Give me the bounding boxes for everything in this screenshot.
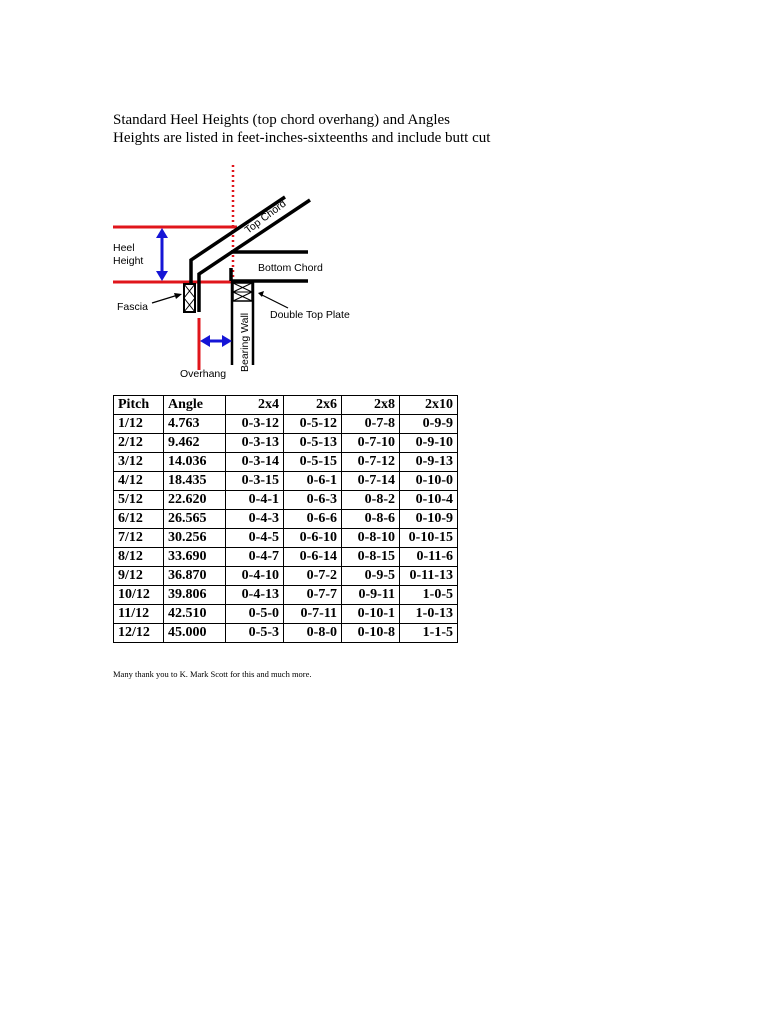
table-cell: 0-9-9 [400,415,458,434]
column-header: Pitch [114,396,164,415]
table-cell: 18.435 [164,472,226,491]
table-cell: 9.462 [164,434,226,453]
table-cell: 1-1-5 [400,624,458,643]
table-cell: 0-5-3 [226,624,284,643]
table-cell: 0-3-14 [226,453,284,472]
column-header: 2x8 [342,396,400,415]
table-cell: 0-4-10 [226,567,284,586]
table-header-row [114,396,458,415]
table-cell: 0-10-15 [400,529,458,548]
page-subtitle: Heights are listed in feet-inches-sixteenths and include butt cut [113,130,491,146]
table-cell: 0-3-12 [226,415,284,434]
table-cell: 0-10-4 [400,491,458,510]
table-cell: 0-11-13 [400,567,458,586]
table-cell: 4.763 [164,415,226,434]
heel-height-diagram [100,160,370,385]
table-cell: 1-0-13 [400,605,458,624]
table-cell: 0-6-14 [284,548,342,567]
table-cell: 0-8-10 [342,529,400,548]
table-cell: 39.806 [164,586,226,605]
table-cell: 0-6-1 [284,472,342,491]
fascia-board [184,284,195,312]
table-row [114,472,458,491]
table-cell: 0-8-15 [342,548,400,567]
table-row [114,434,458,453]
table-cell: 11/12 [114,605,164,624]
table-cell: 0-5-13 [284,434,342,453]
table-cell: 45.000 [164,624,226,643]
table-cell: 0-9-13 [400,453,458,472]
heel-height-label-line2: Height [113,255,144,267]
table-cell: 0-4-3 [226,510,284,529]
table-cell: 33.690 [164,548,226,567]
table-cell: 0-10-8 [342,624,400,643]
overhang-arrow [200,335,232,347]
table-cell: 0-6-6 [284,510,342,529]
column-header: 2x6 [284,396,342,415]
heel-height-label-line1: Heel [113,242,135,254]
table-cell: 0-8-6 [342,510,400,529]
table-cell: 0-7-7 [284,586,342,605]
fascia-label: Fascia [117,301,148,313]
table-cell: 0-3-13 [226,434,284,453]
table-cell: 0-5-15 [284,453,342,472]
table-cell: 26.565 [164,510,226,529]
table-cell: 3/12 [114,453,164,472]
table-cell: 0-9-5 [342,567,400,586]
table-row [114,586,458,605]
table-row [114,567,458,586]
table-cell: 0-7-10 [342,434,400,453]
table-cell: 0-4-7 [226,548,284,567]
table-cell: 0-4-13 [226,586,284,605]
table-cell: 4/12 [114,472,164,491]
table-row [114,624,458,643]
table-cell: 0-7-11 [284,605,342,624]
table-cell: 0-11-6 [400,548,458,567]
table-cell: 0-4-1 [226,491,284,510]
table-row [114,453,458,472]
table-cell: 22.620 [164,491,226,510]
table-row [114,491,458,510]
table-cell: 0-7-8 [342,415,400,434]
table-row [114,548,458,567]
table-cell: 0-8-2 [342,491,400,510]
heel-height-table [113,395,458,643]
table-cell: 0-6-10 [284,529,342,548]
table-cell: 12/12 [114,624,164,643]
overhang-label: Overhang [180,368,227,380]
page-title: Standard Heel Heights (top chord overhang) and Angles [113,112,450,128]
table-cell: 0-8-0 [284,624,342,643]
table-row [114,529,458,548]
bottom-chord-label: Bottom Chord [258,262,323,274]
table-cell: 30.256 [164,529,226,548]
table-cell: 0-5-0 [226,605,284,624]
table-cell: 0-5-12 [284,415,342,434]
table-cell: 5/12 [114,491,164,510]
table-cell: 2/12 [114,434,164,453]
double-top-plate-label: Double Top Plate [270,309,350,321]
table-cell: 0-9-10 [400,434,458,453]
top-chord-label: Top Chord [242,197,289,237]
thanks-note: Many thank you to K. Mark Scott for this and much more. [113,669,312,679]
table-cell: 10/12 [114,586,164,605]
table-cell: 0-4-5 [226,529,284,548]
table-cell: 0-7-14 [342,472,400,491]
table-cell: 7/12 [114,529,164,548]
table-cell: 0-7-2 [284,567,342,586]
table-cell: 8/12 [114,548,164,567]
table-cell: 0-3-15 [226,472,284,491]
heel-height-arrow [156,228,168,281]
table-row [114,415,458,434]
table-cell: 36.870 [164,567,226,586]
table-cell: 14.036 [164,453,226,472]
table-cell: 42.510 [164,605,226,624]
table-cell: 1/12 [114,415,164,434]
double-top-plate-pointer [258,291,288,308]
column-header: 2x4 [226,396,284,415]
table-cell: 0-9-11 [342,586,400,605]
column-header: 2x10 [400,396,458,415]
bearing-wall-label: Bearing Wall [239,312,251,372]
table-cell: 0-10-1 [342,605,400,624]
table-row [114,510,458,529]
table-cell: 0-10-0 [400,472,458,491]
column-header: Angle [164,396,226,415]
table-row [114,605,458,624]
table-cell: 0-10-9 [400,510,458,529]
table-cell: 0-6-3 [284,491,342,510]
table-cell: 6/12 [114,510,164,529]
table-cell: 1-0-5 [400,586,458,605]
fascia-pointer [152,293,182,303]
table-cell: 9/12 [114,567,164,586]
table-cell: 0-7-12 [342,453,400,472]
